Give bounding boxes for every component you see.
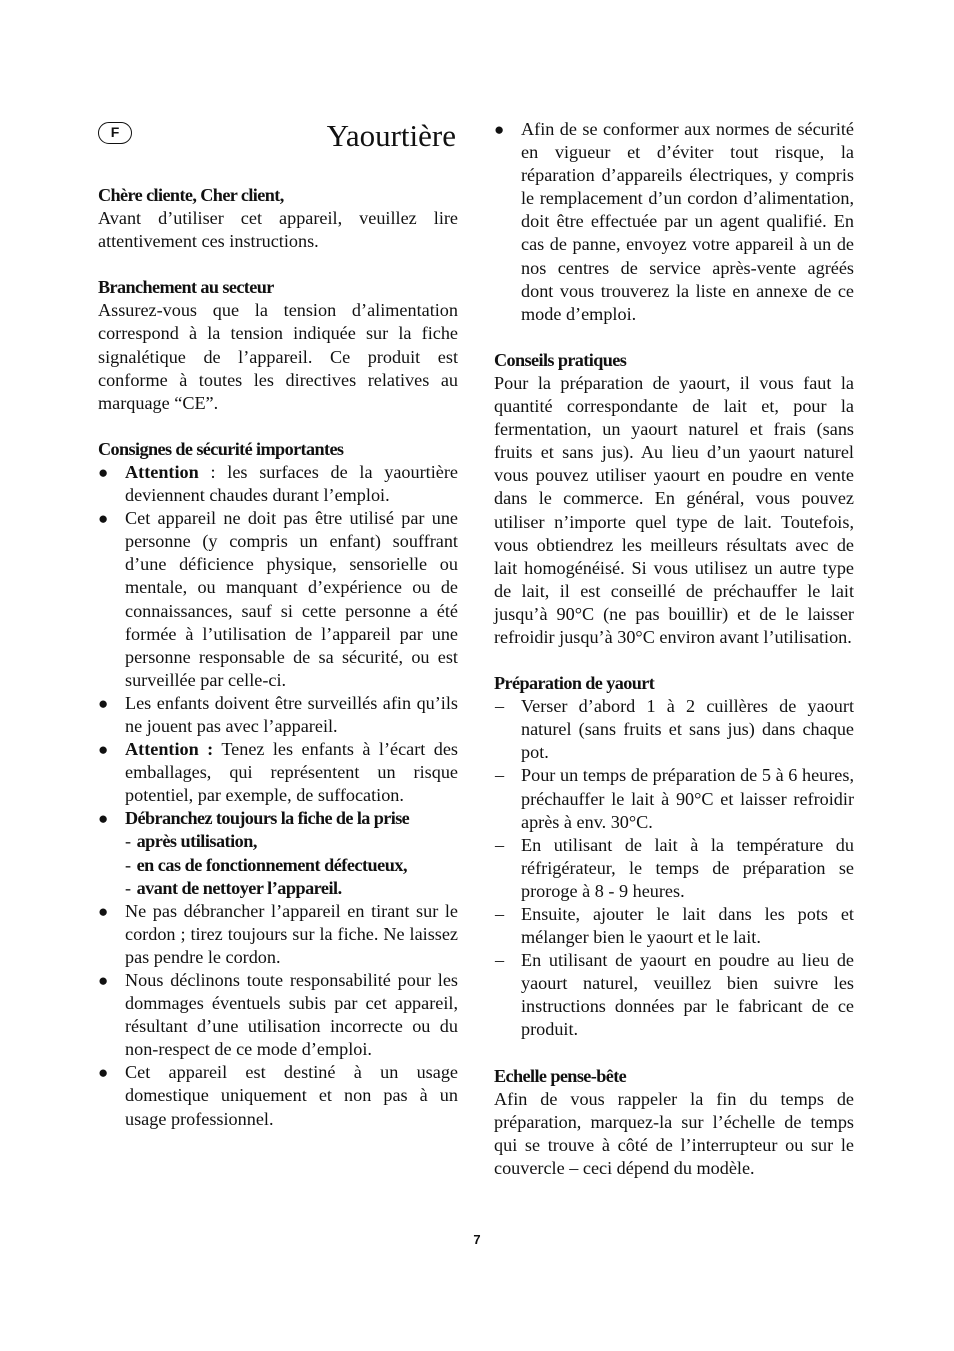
page-number: 7	[473, 1232, 481, 1247]
language-badge: F	[98, 122, 132, 144]
safety-item	[98, 738, 458, 807]
safety-item: ● Les enfants doivent être surveillés afin qu’ils ne jouent pas avec l’appareil.	[98, 692, 458, 738]
safety-item	[98, 461, 458, 507]
unplug-subitem: - en cas de fonctionnement défectueux,	[125, 854, 407, 875]
page-title: Yaourtière	[326, 118, 456, 153]
safety-item: ● Cet appareil est destiné à un usage domestique uniquement et non pas à un usage professionnel.	[98, 1061, 458, 1130]
conseils-heading: Conseils pratiques	[494, 349, 627, 370]
preparation-steps	[494, 695, 854, 1041]
conseils-text: Pour la préparation de yaourt, il vous faut la quantité correspondante de lait et, pour la fermentation, un yaourt naturel et frais (sans fruits et sans jus). Au lieu d’un yaourt naturel vous pouvez utiliser yaourt en poudre en vente dans le commerce. En général, vous pouvez utiliser n’importe quel type de lait. Toutefois, vous obtiendrez les meilleurs résultats avec de lait homogénéisé. Si vous utilisez un autre type de lait, il est conseillé de préchauffer le lait jusqu’à 90°C (ne pas bouillir) et de le laisser refroidir jusqu’à 30°C environ avant l’utilisation.	[494, 372, 854, 647]
safety-item-text: : les surfaces de la yaourtière deviennent chaudes durant l’emploi.	[125, 461, 458, 506]
right-column	[494, 118, 854, 1180]
preparation-step: – Ensuite, ajouter le lait dans les pots et mélanger bien le yaourt et le lait.	[494, 903, 854, 949]
preparation-step: – En utilisant de yaourt en poudre au lieu de yaourt naturel, veuillez bien suivre les instructions données par le fabricant de ce produit.	[494, 949, 854, 1041]
safety-item-text: Tenez les enfants à l’écart des emballages, qui représentent un risque potentiel, par exemple, de suffocation.	[125, 739, 458, 806]
attention-label: Attention	[125, 461, 199, 482]
greeting-heading: Chère cliente, Cher client,	[98, 185, 284, 205]
branchement-text: Assurez-vous que la tension d’alimentation correspond à la tension indiquée sur la fiche signalétique de l’appareil. Ce produit est conforme à toutes les directives relatives au marquage “CE”.	[98, 300, 458, 413]
repair-item: ● Afin de se conformer aux normes de sécurité en vigueur et d’éviter tout risque, la réparation d’appareils électriques, y compris le remplacement d’un cordon d’alimentation, doit être effectuée par un agent qualifié. En cas de panne, envoyez votre appareil à un de nos centres de service après-vente agréés dont vous trouverez la liste en annexe de ce mode d’emploi.	[494, 118, 854, 326]
branchement-heading: Branchement au secteur	[98, 277, 274, 298]
unplug-subitem: - avant de nettoyer l’appareil.	[125, 877, 342, 898]
unplug-heading: ● Débranchez toujours la fiche de la prise	[125, 808, 410, 829]
unplug-subitem: - après utilisation,	[125, 831, 257, 852]
safety-item: ● Cet appareil ne doit pas être utilisé par une personne (y compris un enfant) souffrant d’une déficience physique, sensorielle ou mentale, ou manquant d’expérience ou de connaissances, sauf si cette personne a été formée à l’utilisation de l’appareil par une personne responsable de sa sécurité, ou est surveillée par celle-ci.	[98, 507, 458, 692]
left-column	[98, 118, 458, 1131]
safety-item: ● Nous déclinons toute responsabilité pour les dommages éventuels subis par cet appareil, résultant d’une utilisation incorrecte ou du non-respect de ce mode d’emploi.	[98, 969, 458, 1061]
preparation-step: – En utilisant de lait à la température du réfrigérateur, le temps de préparation se proroge à 8 - 9 heures.	[494, 834, 854, 903]
preparation-heading: Préparation de yaourt	[494, 673, 655, 694]
repair-list	[494, 118, 854, 326]
preparation-step: – Pour un temps de préparation de 5 à 6 heures, préchauffer le lait à 90°C et laisser refroidir après à env. 30°C.	[494, 764, 854, 833]
greeting-text: Avant d’utiliser cet appareil, veuillez lire attentivement ces instructions.	[98, 208, 458, 252]
echelle-heading: Echelle pense-bête	[494, 1065, 627, 1086]
safety-item	[98, 807, 458, 899]
attention-label: Attention :	[125, 739, 214, 760]
safety-list	[98, 461, 458, 1131]
echelle-text: Afin de vous rappeler la fin du temps de préparation, marquez-la sur l’échelle de temps qui se trouve à côté de l’interrupteur ou sur le couvercle – ceci dépend du modèle.	[494, 1088, 854, 1178]
preparation-step: – Verser d’abord 1 à 2 cuillères de yaourt naturel (sans fruits et sans jus) dans chaque pot.	[494, 695, 854, 764]
safety-item: ● Ne pas débrancher l’appareil en tirant sur le cordon ; tirez toujours sur la fiche. Ne laissez pas pendre le cordon.	[98, 900, 458, 969]
page-header	[98, 118, 458, 184]
consignes-heading: Consignes de sécurité importantes	[98, 438, 344, 459]
